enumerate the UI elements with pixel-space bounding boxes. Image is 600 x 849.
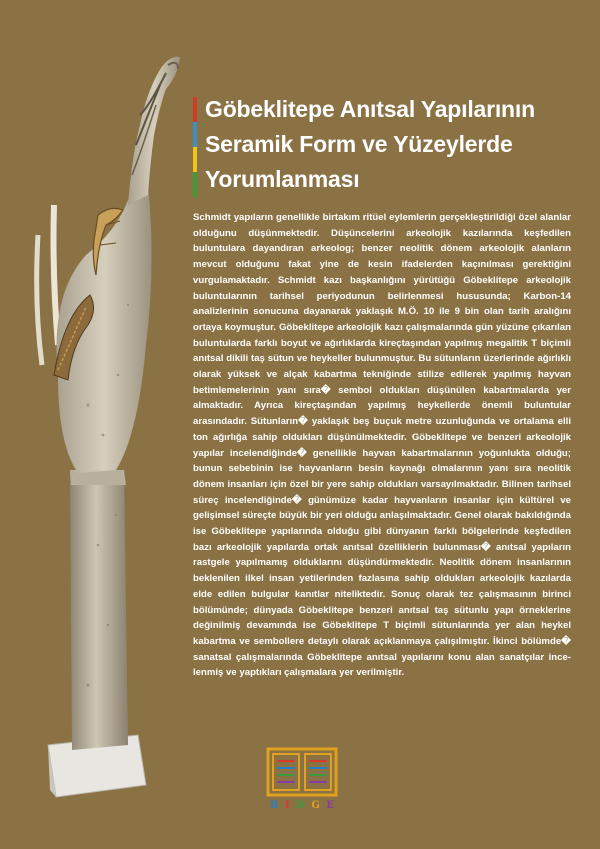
logo-letter: G: [311, 800, 320, 811]
stripe-yellow: [193, 147, 197, 172]
abstract-paragraph: Schmidt yapıların genellikle birtakım ritüel eylemlerin gerçekleştirildiği özel alanlar olduğunu düşünmektedir. Düşüncelerini arkeolojik kazılarında keşfedilen buluntulara dayandıran arkeolog; benzer neolitik dönem arkeolojik alanların mevcut olduğunu fakat yine de kesin ifadelerden kaçınılması gerektiğini vurgulamaktadır. Schmidt kazı başkanlığını yürütüğü Göbeklitepe arkeolojik buluntularının tarihsel periyodunun belirlenmesi hususunda; Karbon-14 analizlerinin sonucuna dayanarak yaklaşık M.Ö. 10 ile 9 bin olan tarih aralığını ortaya koymuştur. Göbeklitepe arkeolojik kazı çalışmalarında gün yüzüne çıkarılan buluntularda farklı boyut ve ağırlıklarda kireçtaşından yapılmış megalitik T biçimli anıtsal dikili taş sütun ve heykeller bulunmuştur. Bu sütunların üzerlerinde ağırlıklı olarak yüksek ve alçak kabartma tekniğinde stilize edilerek yapılmış hayvan betimlemelerinin yanı sıra� sembol oldukları düşünülen kabartmalarda yer almaktadır. Ayrıca kireçtaşından yapılmış heykellerde önemli buluntular arasındadır. Sütunların� yaklaşık beş buçuk metre uzunluğunda ve ortalama elli ton ağırlığa sahip oldukları düşünülmektedir. Göbeklitepe ve benzeri arkeolojik yapılar incelendiğinde� genellikle hayvan kabartmalarının yoğunlukta olduğu; bunun sebebinin ise hayvanların besin kaynağı olmalarının yanı sıra neolitik dönem insanları için özel bir yere sahip oldukları varsayılmaktadır. Bilinen tarihsel süreç incelendiğinde� günümüze kadar hayvanların insanlar için kültürel ve gelişimsel süreçte büyük bir yeri olduğu anlaşılmaktadır. Genel olarak bakıldığında ise Göbeklitepe yapılarında olduğu gibi dünyanın farklı bölgelerinde keşfedilen bazı arkeolojik yapılarda ortak anıtsal özelliklerin bulunması� anıtsal yapıların rastgele yapılmamış olduklarını düşündürmektedir. Neolitik dönem insanlarının beklenilen ilkel insan yetilerinden fazlasına sahip oldukları arkeolojik kazılarda elde edilen bulgular kanıtlar niteliktedir. Sonuç olarak tez çalışmasının birinci bölümünde; dünyada Göbeklitepe benzeri anıtsal taş sütunlu yapı örneklerine değinilmiş devamında ise Göbeklitepe T biçimli sütunlarında yer alan heykel kabartma ve sembollere detaylı olarak açıklanmaya çalışılmıştır. İkinci bölümde� sanatsal çalışmalarında Göbeklitepe anıtsal yapılarını konu alan sanatçılar incelenmiş ve yaptıkları çalışmalara yer verilmiştir.: [193, 212, 571, 679]
stripe-blue: [193, 122, 197, 147]
title-line: Seramik Form ve Yüzeylerde: [205, 131, 513, 157]
stripe-green: [193, 172, 197, 197]
title-line: Yorumlanması: [205, 166, 360, 192]
stripe-red: [193, 97, 197, 122]
logo-letter: E: [326, 800, 334, 811]
logo-letter: D: [296, 800, 305, 811]
logo-letter: I: [284, 800, 290, 811]
title-color-stripe: [193, 97, 197, 197]
page-title: [205, 92, 565, 197]
logo-letter: B: [270, 800, 279, 811]
sculpture-image: [28, 45, 198, 805]
title-line: Göbeklitepe Anıtsal Yapılarının: [205, 96, 535, 122]
publisher-logo-letters: [270, 800, 334, 811]
